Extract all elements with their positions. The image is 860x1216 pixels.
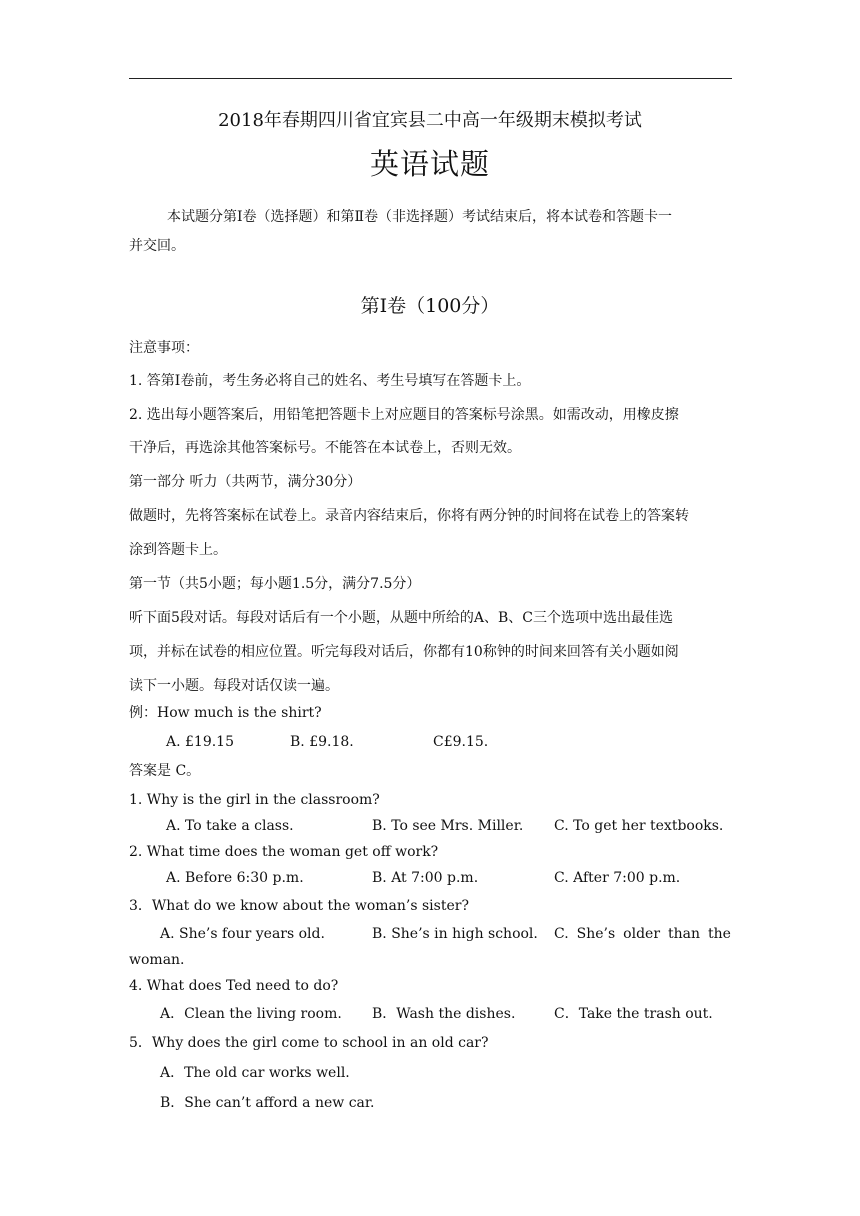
q4-option-b: B．Wash the dishes. xyxy=(372,1006,516,1022)
example-answer: 答案是 C。 xyxy=(129,763,201,779)
q1-option-a: A. To take a class. xyxy=(166,818,294,834)
q1-option-b: B. To see Mrs. Miller. xyxy=(372,818,524,834)
q3-option-c-word: She’s xyxy=(576,926,616,942)
section1-heading: 第一节（共5小题；每小题1.5分，满分7.5分） xyxy=(129,576,421,592)
notes-item-2-line-2: 干净后，再选涂其他答案标号。不能答在本试卷上，否则无效。 xyxy=(129,440,521,456)
q5-option-b: B．She can’t afford a new car. xyxy=(160,1095,375,1111)
section1-instr-line-2: 项，并标在试卷的相应位置。听完每段对话后，你都有10称钟的时间来回答有关小题如阅 xyxy=(129,644,679,660)
q2-option-c: C. After 7:00 p.m. xyxy=(554,870,681,886)
intro-line-1: 本试题分第Ⅰ卷（选择题）和第Ⅱ卷（非选择题）考试结束后，将本试卷和答题卡一 xyxy=(167,209,673,225)
q3-option-c-word: the xyxy=(708,926,731,942)
question-4: 4. What does Ted need to do? xyxy=(129,978,339,994)
notes-item-1: 1. 答第Ⅰ卷前，考生务必将自己的姓名、考生号填写在答题卡上。 xyxy=(129,373,531,389)
q2-option-a: A. Before 6:30 p.m. xyxy=(166,870,304,886)
part1-heading: 第一部分 听力（共两节，满分30分） xyxy=(129,474,362,490)
section1-instr-line-3: 读下一小题。每段对话仅读一遍。 xyxy=(129,678,339,694)
example-question: 例：How much is the shirt? xyxy=(129,705,322,721)
q4-option-c: C．Take the trash out. xyxy=(554,1006,713,1022)
part1-instr-line-1: 做题时，先将答案标在试卷上。录音内容结束后，你将有两分钟的时间将在试卷上的答案转 xyxy=(129,508,689,524)
q4-option-a: A．Clean the living room. xyxy=(160,1006,342,1022)
q1-option-c: C. To get her textbooks. xyxy=(554,818,724,834)
q2-option-b: B. At 7:00 p.m. xyxy=(372,870,479,886)
part1-instr-line-2: 涂到答题卡上。 xyxy=(129,542,227,558)
q3-option-b: B. She’s in high school. xyxy=(372,926,538,942)
notes-item-2-line-1: 2. 选出每小题答案后，用铅笔把答题卡上对应题目的答案标号涂黑。如需改动，用橡皮擦 xyxy=(129,407,679,423)
section-title: 第Ⅰ卷（100分） xyxy=(360,295,500,317)
exam-title: 2018年春期四川省宜宾县二中高一年级期末模拟考试 xyxy=(218,110,642,131)
q5-option-a: A．The old car works well. xyxy=(160,1065,350,1081)
q3-option-a: A. She’s four years old. xyxy=(160,926,325,942)
question-2: 2. What time does the woman get off work? xyxy=(129,844,439,860)
intro-line-2: 并交回。 xyxy=(129,238,185,254)
q3-option-c-word: C. xyxy=(554,926,569,942)
section1-instr-line-1: 听下面5段对话。每段对话后有一个小题，从题中所给的A、B、C三个选项中选出最佳选 xyxy=(129,610,674,626)
question-1: 1. Why is the girl in the classroom? xyxy=(129,792,380,808)
q3-option-c xyxy=(554,925,731,943)
example-option-a: A. £19.15 xyxy=(166,734,234,750)
header-rule xyxy=(129,78,732,79)
subject-title: 英语试题 xyxy=(369,147,490,181)
q3-option-c-word: older xyxy=(623,926,661,942)
q3-option-c-continued: woman. xyxy=(129,952,185,968)
example-option-b: B. £9.18. xyxy=(290,734,354,750)
example-option-c: C£9.15. xyxy=(433,734,489,750)
question-3: 3．What do we know about the woman’s sister? xyxy=(129,898,469,914)
notes-heading: 注意事项： xyxy=(129,340,199,356)
q3-option-c-word: than xyxy=(668,926,701,942)
question-5: 5．Why does the girl come to school in an old car? xyxy=(129,1035,489,1051)
